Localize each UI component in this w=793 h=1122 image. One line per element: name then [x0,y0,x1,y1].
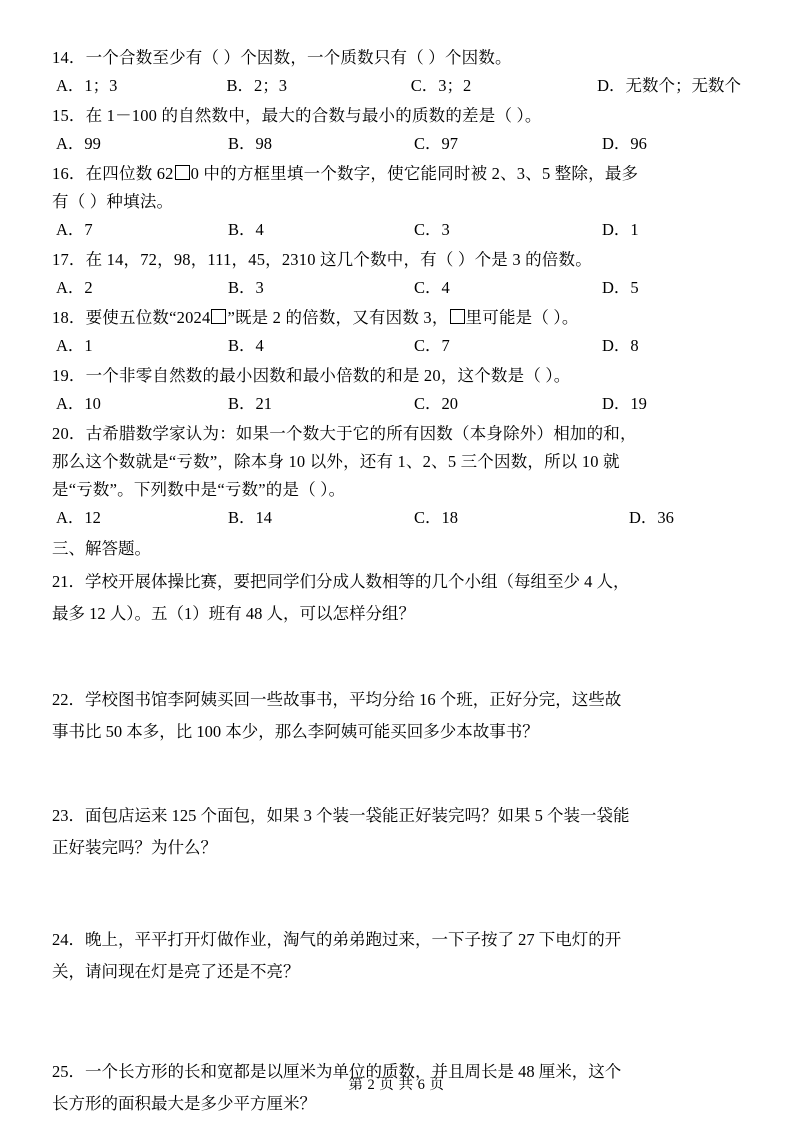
question-18 [52,304,741,360]
option-d[interactable]: D．5 [602,278,639,297]
question-14-number: 14． [52,48,86,67]
question-25-text-line1: 一个长方形的长和宽都是以厘米为单位的质数，并且周长是 48 厘米，这个 [85,1062,622,1081]
option-b[interactable]: B．4 [228,220,264,239]
question-16-text-part2: 0 中的方框里填一个数字，使它能同时被 2、3、5 整除，最多 [190,164,639,183]
question-20-text-line2: 那么这个数就是“亏数”，除本身 10 以外，还有 1、2、5 三个因数，所以 10 就 [52,452,620,471]
question-19-text: 一个非零自然数的最小因数和最小倍数的和是 20，这个数是（ ）。 [85,366,571,385]
question-22-text-line1: 学校图书馆李阿姨买回一些故事书，平均分给 16 个班，正好分完，这些故 [85,690,622,709]
question-22-line1 [52,686,741,714]
question-21-number: 21． [52,572,85,591]
question-21-text-line1: 学校开展体操比赛，要把同学们分成人数相等的几个小组（每组至少 4 人， [85,572,630,591]
question-19-stem [52,362,741,390]
question-14-text: 一个合数至少有（ ）个因数，一个质数只有（ ）个因数。 [85,48,512,67]
question-14-options [52,72,741,100]
option-b[interactable]: B．21 [228,394,273,413]
option-a[interactable]: A．2 [56,278,93,297]
question-25-number: 25． [52,1062,85,1081]
question-14-stem [52,44,741,72]
question-18-text-part2: ”既是 2 的倍数，又有因数 3， [227,308,449,327]
question-24-text-line1: 晚上，平平打开灯做作业，淘气的弟弟跑过来，一下子按了 27 下电灯的开 [85,930,622,949]
question-22-line2 [52,718,741,746]
question-24-number: 24． [52,930,85,949]
question-19 [52,362,741,418]
question-16 [52,160,741,244]
blank-box-icon [211,309,226,324]
question-17-stem [52,246,741,274]
answer-space-21 [52,628,741,682]
option-a[interactable]: A．1 [56,336,93,355]
option-b[interactable]: B．4 [228,336,264,355]
option-d[interactable]: D．8 [602,336,639,355]
question-18-number: 18． [52,308,86,327]
question-19-options [52,390,741,418]
question-23-line1 [52,802,741,830]
question-16-options [52,216,741,244]
option-c[interactable]: C．18 [414,508,459,527]
option-d[interactable]: D．1 [602,220,639,239]
option-b[interactable]: B．3 [228,278,264,297]
page-footer: 第 2 页 共 6 页 [348,1077,445,1093]
blank-box-icon [175,165,190,180]
option-c[interactable]: C．20 [414,394,459,413]
question-22-text-line2: 事书比 50 本多，比 100 本少，那么李阿姨可能买回多少本故事书？ [52,722,539,741]
question-16-text-line2: 有（ ）种填法。 [52,192,174,211]
question-24-text-line2: 关，请问现在灯是亮了还是不亮？ [52,962,300,981]
question-16-stem [52,160,741,188]
question-23-number: 23． [52,806,85,825]
question-24 [52,926,741,1054]
question-20-text-line3: 是“亏数”。下列数中是“亏数”的是（ ）。 [52,480,346,499]
option-a[interactable]: A．1；3 [56,76,118,95]
question-15 [52,102,741,158]
question-21-line1 [52,568,741,596]
blank-box-icon [450,309,465,324]
option-c[interactable]: C．7 [414,336,450,355]
question-18-text-part3: 里可能是（ ）。 [465,308,579,327]
option-c[interactable]: C．3 [414,220,450,239]
question-20-stem-line3 [52,476,741,504]
option-c[interactable]: C．97 [414,134,459,153]
question-20-stem-line1 [52,420,741,448]
question-23-text-line1: 面包店运来 125 个面包，如果 3 个装一袋能正好装完吗？如果 5 个装一袋能 [85,806,630,825]
question-25-text-line2: 长方形的面积最大是多少平方厘米？ [52,1094,316,1113]
question-25-line2 [52,1090,741,1118]
option-b[interactable]: B．98 [228,134,273,153]
option-a[interactable]: A．7 [56,220,93,239]
section-heading-answer: 三、解答题。 [52,539,151,558]
option-c[interactable]: C．4 [414,278,450,297]
answer-space-24 [52,986,741,1054]
question-15-text: 在 1－100 的自然数中，最大的合数与最小的质数的差是（ ）。 [85,106,542,125]
question-23-text-line2: 正好装完吗？为什么？ [52,838,217,857]
question-15-stem [52,102,741,130]
question-21-line2 [52,600,741,628]
question-22-number: 22． [52,690,85,709]
question-24-line2 [52,958,741,986]
question-17-options [52,274,741,302]
question-23-line2 [52,834,741,862]
question-23 [52,802,741,922]
question-21-text-line2: 最多 12 人）。五（1）班有 48 人，可以怎样分组？ [52,604,415,623]
option-b[interactable]: B．14 [228,508,273,527]
option-d[interactable]: D．36 [629,508,674,527]
question-18-options [52,332,741,360]
answer-space-23 [52,862,741,922]
question-21 [52,568,741,682]
question-22 [52,686,741,798]
question-20-text-line1: 古希腊数学家认为：如果一个数大于它的所有因数（本身除外）相加的和， [85,424,637,443]
question-24-line1 [52,926,741,954]
question-18-text-part1: 要使五位数“2024 [85,308,211,327]
question-16-stem-line2 [52,188,741,216]
question-16-text-part1: 在四位数 62 [85,164,174,183]
option-d[interactable]: D．19 [602,394,647,413]
question-20-stem-line2 [52,448,741,476]
option-d[interactable]: D．96 [602,134,647,153]
question-17 [52,246,741,302]
question-17-text: 在 14，72，98，111，45，2310 这几个数中，有（ ）个是 3 的倍数。 [85,250,592,269]
option-a[interactable]: A．12 [56,508,101,527]
question-17-number: 17． [52,250,86,269]
option-a[interactable]: A．99 [56,134,101,153]
option-d[interactable]: D．无数个；无数个 [597,76,742,95]
question-16-number: 16． [52,164,86,183]
question-20-options [52,504,741,532]
question-20-number: 20． [52,424,86,443]
question-20 [52,420,741,532]
question-19-number: 19． [52,366,86,385]
question-14 [52,44,741,100]
answer-space-22 [52,746,741,798]
option-b[interactable]: B．2；3 [226,76,287,95]
option-c[interactable]: C．3；2 [410,76,472,95]
option-a[interactable]: A．10 [56,394,101,413]
question-15-options [52,130,741,158]
question-15-number: 15． [52,106,86,125]
question-18-stem [52,304,741,332]
